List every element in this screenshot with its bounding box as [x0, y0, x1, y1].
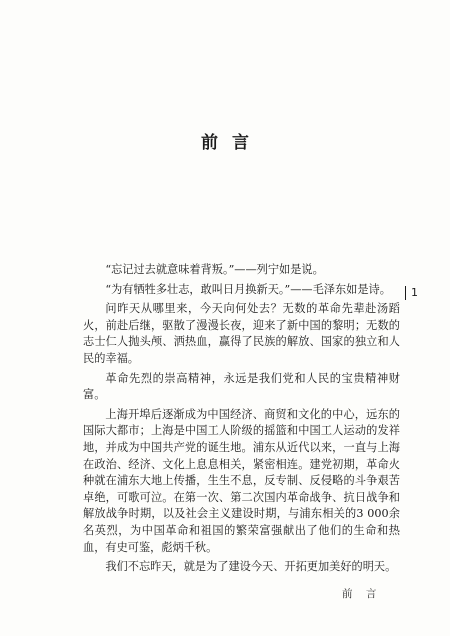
quote-mao: “为有牺牲多壮志，敢叫日月换新天。”——毛泽东如是诗。 — [105, 282, 391, 296]
page-number: 1 — [405, 286, 418, 300]
paragraph-1: 问昨天从哪里来，今天向何处去？无数的革命先辈赴汤蹈火，前赴后继，驱散了漫漫长夜，迎来了新中国的黎明；无数的志士仁人抛头颅、洒热血，赢得了民族的解放、国家的独立和人民的幸福。 — [83, 302, 400, 365]
preface-body — [83, 262, 400, 576]
running-footer: 前 言 — [342, 588, 382, 600]
page-title: 前言 — [201, 133, 263, 153]
paragraph-4: 我们不忘昨天，就是为了建设今天、开拓更加美好的明天。 — [105, 560, 397, 574]
paragraph-3: 上海开埠后逐渐成为中国经济、商贸和文化的中心，远东的国际大都市；上海是中国工人阶级的摇篮和中国工人运动的发祥地，并成为中国共产党的诞生地。浦东从近代以来，一直与上海在政治、经济、文化上息息相关，紧密相连。建党初期，革命火种就在浦东大地上传播，生生不息，反专制、反侵略的斗争艰苦卓绝，可歌可泣。在第一次、第二次国内革命战争、抗日战争和解放战争时期，以及社会主义建设时期，与浦东相关的3 000余名英烈，为中国革命和祖国的繁荣富强献出了他们的生命和热血，有史可鉴，彪炳千秋。 — [83, 407, 400, 554]
quote-lenin: “忘记过去就意味着背叛。”——列宁如是说。 — [105, 263, 324, 276]
paragraph-2: 革命先烈的崇高精神，永远是我们党和人民的宝贵精神财富。 — [83, 371, 400, 402]
